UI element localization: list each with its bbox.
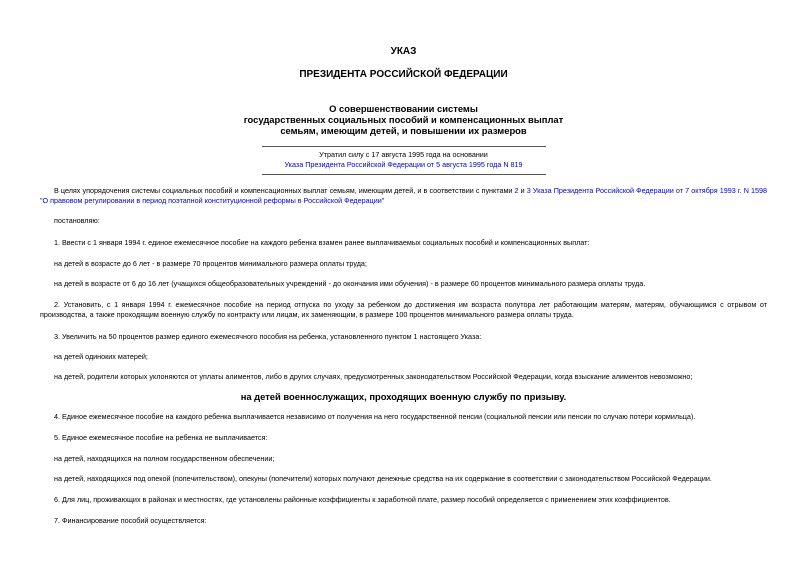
preamble-text: В целях упорядочения системы социальных пособий и компенсационных выплат семьям, имеющим детей, и в соответствии с пунктами — [54, 186, 515, 195]
paragraph-3-b: на детей, родители которых уклоняются от уплаты алиментов, либо в других случаях, предусмотренных законодательством Российской Федерации, когда взыскание алиментов невозможно; — [54, 372, 693, 381]
status-note-text: Утратил силу с 17 августа 1995 года на основании — [319, 150, 488, 159]
paragraph-2: 2. Установить, с 1 января 1994 г. ежемесячное пособие на период отпуска по уходу за ребенком до достижения им возраста полутора лет работающим матерям, матерям, обучающимся с отрывом от производства, а также проходящим военную службу по контракту или лицам, их заменяющим, в размере 100 процентов минимального размера оплаты труда. — [40, 300, 767, 320]
divider-bottom — [262, 174, 546, 175]
doc-issuer: ПРЕЗИДЕНТА РОССИЙСКОЙ ФЕДЕРАЦИИ — [299, 69, 508, 80]
repeal-decree-link[interactable]: Указа Президента Российской Федерации от 5 августа 1995 года N 819 — [284, 160, 523, 169]
status-note — [0, 150, 807, 170]
paragraph-preamble — [40, 186, 767, 206]
paragraph-5-b: на детей, находящихся под опекой (попечительством), опекуны (попечители) которых получают денежные средства на их содержание в соответствии с законодательством Российской Федерации. — [54, 474, 712, 483]
divider-top — [262, 146, 546, 147]
preamble-and: и — [518, 186, 527, 195]
decree-link-point-2[interactable]: 2 — [514, 186, 519, 195]
paragraph-3-c: на детей военнослужащих, проходящих военную службу по призыву. — [240, 391, 567, 402]
paragraph-1: 1. Ввести с 1 января 1994 г. единое ежемесячное пособие на каждого ребенка взамен ранее выплачиваемых социальных пособий и компенсационных выплат: — [54, 238, 590, 247]
paragraph-3-a: на детей одиноких матерей; — [54, 352, 148, 361]
paragraph-5: 5. Единое ежемесячное пособие на ребенка не выплачивается: — [54, 433, 268, 442]
subtitle-line: государственных социальных пособий и компенсационных выплат — [243, 114, 564, 125]
subtitle-line: О совершенствовании системы — [329, 103, 478, 114]
paragraph-decree: постановляю: — [54, 216, 100, 225]
paragraph-1-b: на детей в возрасте от 6 до 16 лет (учащихся общеобразовательных учреждений - до окончания ими обучения) - в размере 60 процентов минимального размера оплаты труда. — [54, 279, 646, 288]
paragraph-5-a: на детей, находящихся на полном государственном обеспечении; — [54, 454, 275, 463]
doc-title: УКАЗ — [390, 46, 417, 57]
paragraph-1-a: на детей в возрасте до 6 лет - в размере 70 процентов минимального размера оплаты труда; — [54, 259, 367, 268]
paragraph-3: 3. Увеличить на 50 процентов размер единого ежемесячного пособия на ребенка, установленного пунктом 1 настоящего Указа: — [54, 332, 482, 341]
decree-1598-link[interactable]: 3 Указа Президента Российской Федерации от 7 октября 1993 г. N 1598 "О правовом регулировании в период поэтапной конституционной реформы в Российской Федерации" — [40, 186, 767, 206]
subtitle-line: семьям, имеющим детей, и повышении их размеров — [280, 125, 527, 136]
paragraph-4: 4. Единое ежемесячное пособие на каждого ребенка выплачивается независимо от получения на него государственной пенсии (социальной пенсии или пенсии по случаю потери кормильца). — [54, 412, 696, 421]
paragraph-6: 6. Для лиц, проживающих в районах и местностях, где установлены районные коэффициенты к заработной плате, размер пособий определяется с применением этих коэффициентов. — [54, 495, 671, 504]
paragraph-7: 7. Финансирование пособий осуществляется: — [54, 516, 207, 525]
doc-subtitle — [0, 103, 807, 136]
